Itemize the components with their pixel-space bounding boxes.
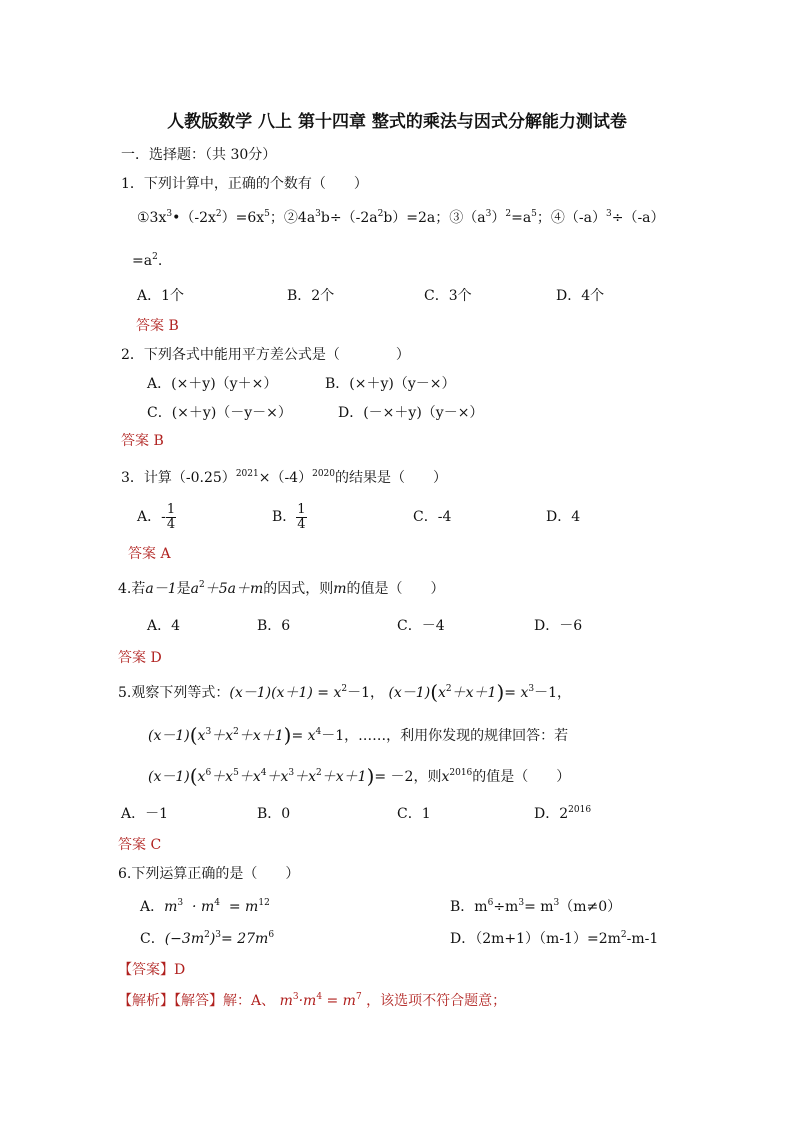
question-5-option-c: C．1 [397,806,431,822]
question-5-option-a: A．－1 [121,806,169,822]
question-1-stem: 1．下列计算中，正确的个数有（ ） [121,176,368,192]
question-1-option-a: A．1个 [137,288,185,304]
question-6-answer: 【答案】D [118,962,186,978]
question-5-option-d: D．$2^{2016}$ [534,805,592,822]
question-1-option-c: C．3个 [424,288,472,304]
question-3-stem: 3．计算$(-0.25)^{2021}\times(-4)^{2020}$的结果是（ ） [121,469,447,486]
question-5-line-3: $(x-1)(x^6+x^5+x^4+x^3+x^2+x+1)= -2$，则$x^{2016}$的值是（ ） [148,764,571,788]
question-6-analysis: 【解析】【解答】解：A、 $m^3\cdot m^4 = m^7$ ，该选项不符合题意； [118,992,507,1009]
question-2-answer: 答案 B [121,433,164,449]
question-2-stem: 2．下列各式中能用平方差公式是（ ） [121,347,410,363]
question-4-answer: 答案 D [118,650,162,666]
question-3-option-c: C．-4 [413,509,452,525]
question-2-option-b: B．(×＋y)（y－×） [325,376,456,392]
question-1-expression-cont: $=a^2$. [132,252,163,269]
question-6-option-a: A．$m^3 \cdot m^4 = m^{12}$ [140,898,270,915]
question-4-option-a: A．4 [147,618,181,634]
question-1-expression: $①3x^3•(-2x^2)=6x^5$；$②4a^3b\div(-2a^2b)=2a$；$③(a^3)^2=a^5$；$④(-a)^3\div(-a)$ [137,209,665,226]
question-3-option-b: B． $\frac{1}{4}$ [272,501,306,532]
question-6-option-c: C．$(-3m^2)^3= 27m^6$ [140,930,275,947]
question-4-stem: 4.若a－1是$a^2+5a+m$的因式，则m的值是（ ） [118,580,445,597]
question-1-option-d: D．4个 [556,288,605,304]
question-6-option-b: B．$m^6\div m^3= m^3(m\ne 0)$ [450,898,622,915]
question-3-answer: 答案 A [128,546,171,562]
question-5-answer: 答案 C [118,837,162,853]
question-5-option-b: B．0 [257,806,291,822]
question-6-option-d: D．$(2m+1)(m-1)=2m^2-m-1$ [450,930,659,947]
question-2-option-d: D．(－×＋y)（y－×） [338,405,484,421]
question-4-option-d: D．－6 [534,618,583,634]
fraction: $\frac{1}{4}$ [166,501,176,532]
question-2-option-a: A．(×＋y)（y＋×） [147,376,278,392]
question-4-option-c: C．－4 [397,618,445,634]
page-title: 人教版数学 八上 第十四章 整式的乘法与因式分解能力测试卷 [167,112,627,132]
question-5-line-2: $(x-1)(x^3+x^2+x+1)= x^4-1$，……，利用你发现的规律回答：若 [148,723,569,747]
fraction: $\frac{1}{4}$ [297,501,306,532]
question-1-answer: 答案 B [136,318,179,334]
question-1-option-b: B．2个 [287,288,335,304]
question-4-option-b: B．6 [257,618,291,634]
question-5-line-1: 5.观察下列等式：$(x-1)(x+1) = x^2-1$， $(x-1)(x^2+x+1)= x^3-1$， [118,680,571,704]
question-6-stem: 6.下列运算正确的是（ ） [118,866,300,882]
question-3-option-a: A．- $\frac{1}{4}$ [137,501,176,532]
question-2-option-c: C．(×＋y)（－y－×） [147,405,292,421]
question-3-option-d: D．4 [546,509,581,525]
section-heading: 一．选择题：（共 30分） [121,147,277,163]
